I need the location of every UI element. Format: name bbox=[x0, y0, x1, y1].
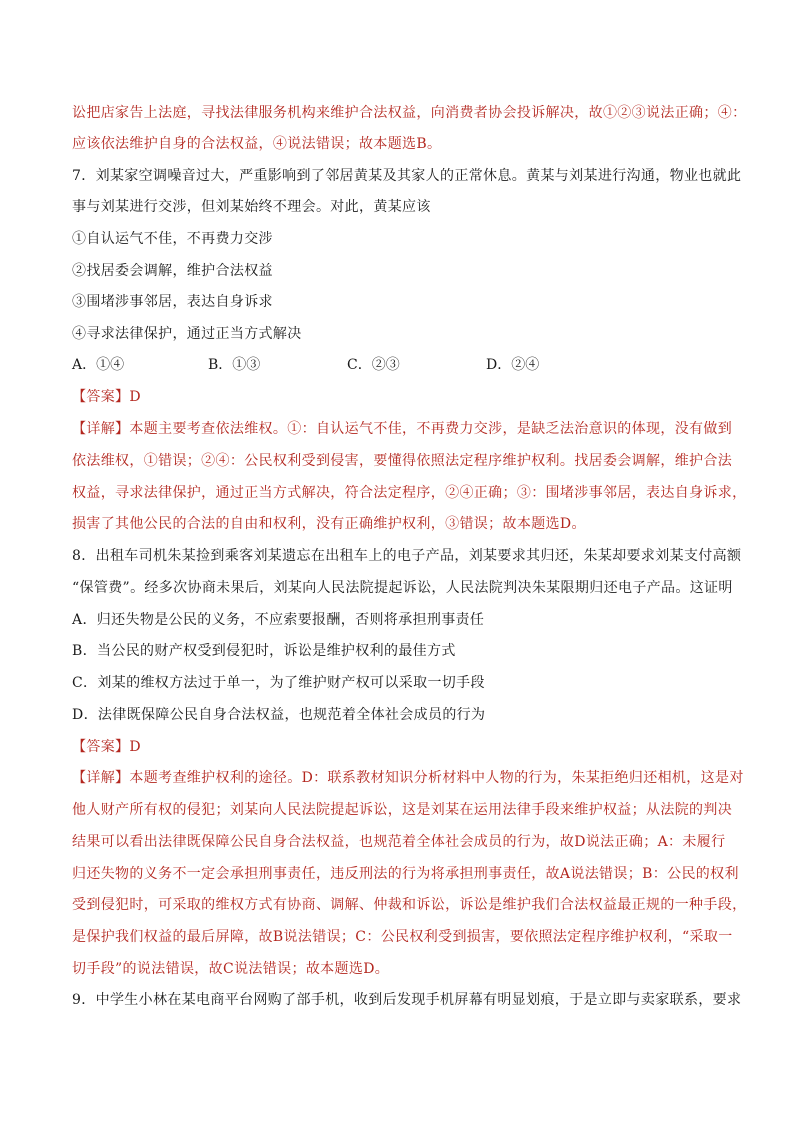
q7-choice-d: D．②④ bbox=[486, 357, 540, 373]
q7-detail-line-1 bbox=[72, 419, 732, 439]
q7-stem-line-1: 7．刘某家空调噪音过大，严重影响到了邻居黄某及其家人的正常休息。黄某与刘某进行沟通，物业也就此 bbox=[72, 168, 742, 184]
q8-stem-line-2: “保管费”。经多次协商未果后，刘某向人民法院提起诉讼，人民法院判决朱某限期归还电子产品。这证明 bbox=[72, 580, 733, 596]
prev-explanation-line-2: 应该依法维护自身的合法权益，④说法错误；故本题选B。 bbox=[72, 136, 442, 152]
q7-detail-tag: 【详解】 bbox=[72, 421, 130, 437]
q8-detail-line-5: 受到侵犯时，可采取的维权方式有协商、调解、仲裁和诉讼，诉讼是维护我们合法权益最正规的一种手段， bbox=[72, 897, 747, 913]
q7-answer-tag: 【答案】 bbox=[72, 389, 130, 405]
q8-detail-line-2: 他人财产所有权的侵犯；刘某向人民法院提起诉讼，这是刘某在运用法律手段来维护权益；从法院的判决 bbox=[72, 802, 733, 818]
q7-choice-b: B．①③ bbox=[208, 357, 261, 373]
q7-answer bbox=[72, 387, 141, 407]
q8-detail-text-1: 本题考查维护权利的途径。D：联系教材知识分析材料中人物的行为，朱某拒绝归还相机，这是对 bbox=[129, 770, 744, 786]
q7-detail-text-1: 本题主要考查依法维权。①：自认运气不佳，不再费力交涉，是缺乏法治意识的体现，没有做到 bbox=[129, 421, 733, 437]
q7-choice-a: A．①④ bbox=[72, 357, 125, 373]
q7-stem-line-2: 事与刘某进行交涉，但刘某始终不理会。对此，黄某应该 bbox=[72, 199, 431, 215]
q8-option-a: A．归还失物是公民的义务，不应索要报酬，否则将承担刑事责任 bbox=[72, 612, 485, 628]
q8-detail-line-6: 是保护我们权益的最后屏障，故B说法错误；C：公民权利受到损害，要依照法定程序维护权利，“采取一 bbox=[72, 929, 733, 945]
q7-detail-line-4: 损害了其他公民的合法的自由和权利，没有正确维护权利，③错误；故本题选D。 bbox=[72, 516, 586, 532]
q8-detail-line-7: 切手段”的说法错误，故C说法错误；故本题选D。 bbox=[72, 961, 390, 977]
q7-choice-c: C．②③ bbox=[347, 357, 400, 373]
q8-detail-line-3: 结果可以看出法律既保障公民自身合法权益，也规范着全体社会成员的行为，故D说法正确；A：未履行 bbox=[72, 834, 726, 850]
q7-detail-line-3: 权益，寻求法律保护，通过正当方式解决，符合法定程序，②④正确；③：围堵涉事邻居，表达自身诉求， bbox=[72, 485, 747, 501]
q8-option-c: C．刘某的维权方法过于单一，为了维护财产权可以采取一切手段 bbox=[72, 675, 485, 691]
q7-item-1: ①自认运气不佳，不再费力交涉 bbox=[72, 231, 273, 247]
q8-answer-value: D bbox=[129, 739, 141, 755]
q7-item-4: ④寻求法律保护，通过正当方式解决 bbox=[72, 326, 302, 342]
q8-option-b: B．当公民的财产权受到侵犯时，诉讼是维护权利的最佳方式 bbox=[72, 643, 456, 659]
q8-option-d: D．法律既保障公民自身合法权益，也规范着全体社会成员的行为 bbox=[72, 707, 486, 723]
q7-item-3: ③围堵涉事邻居，表达自身诉求 bbox=[72, 294, 273, 310]
q8-stem-line-1: 8．出租车司机朱某捡到乘客刘某遗忘在出租车上的电子产品，刘某要求其归还，朱某却要求刘某支付高额 bbox=[72, 548, 742, 564]
q8-answer-tag: 【答案】 bbox=[72, 739, 130, 755]
q7-answer-value: D bbox=[129, 389, 141, 405]
q8-detail-line-1 bbox=[72, 768, 744, 788]
q9-stem-line-1: 9．中学生小林在某电商平台网购了部手机，收到后发现手机屏幕有明显划痕，于是立即与卖家联系，要求 bbox=[72, 992, 742, 1008]
q8-detail-tag: 【详解】 bbox=[72, 770, 130, 786]
q8-answer bbox=[72, 737, 141, 757]
prev-explanation-line-1: 讼把店家告上法庭，寻找法律服务机构来维护合法权益，向消费者协会投诉解决，故①②③说法正确；④： bbox=[72, 105, 747, 121]
q8-detail-line-4: 归还失物的义务不一定会承担刑事责任，违反刑法的行为将承担刑事责任，故A说法错误；B：公民的权利 bbox=[72, 866, 739, 882]
q7-detail-line-2: 依法维权，①错误；②④：公民权利受到侵害，要懂得依照法定程序维护权利。找居委会调解，维护合法 bbox=[72, 453, 733, 469]
q7-item-2: ②找居委会调解，维护合法权益 bbox=[72, 263, 273, 279]
